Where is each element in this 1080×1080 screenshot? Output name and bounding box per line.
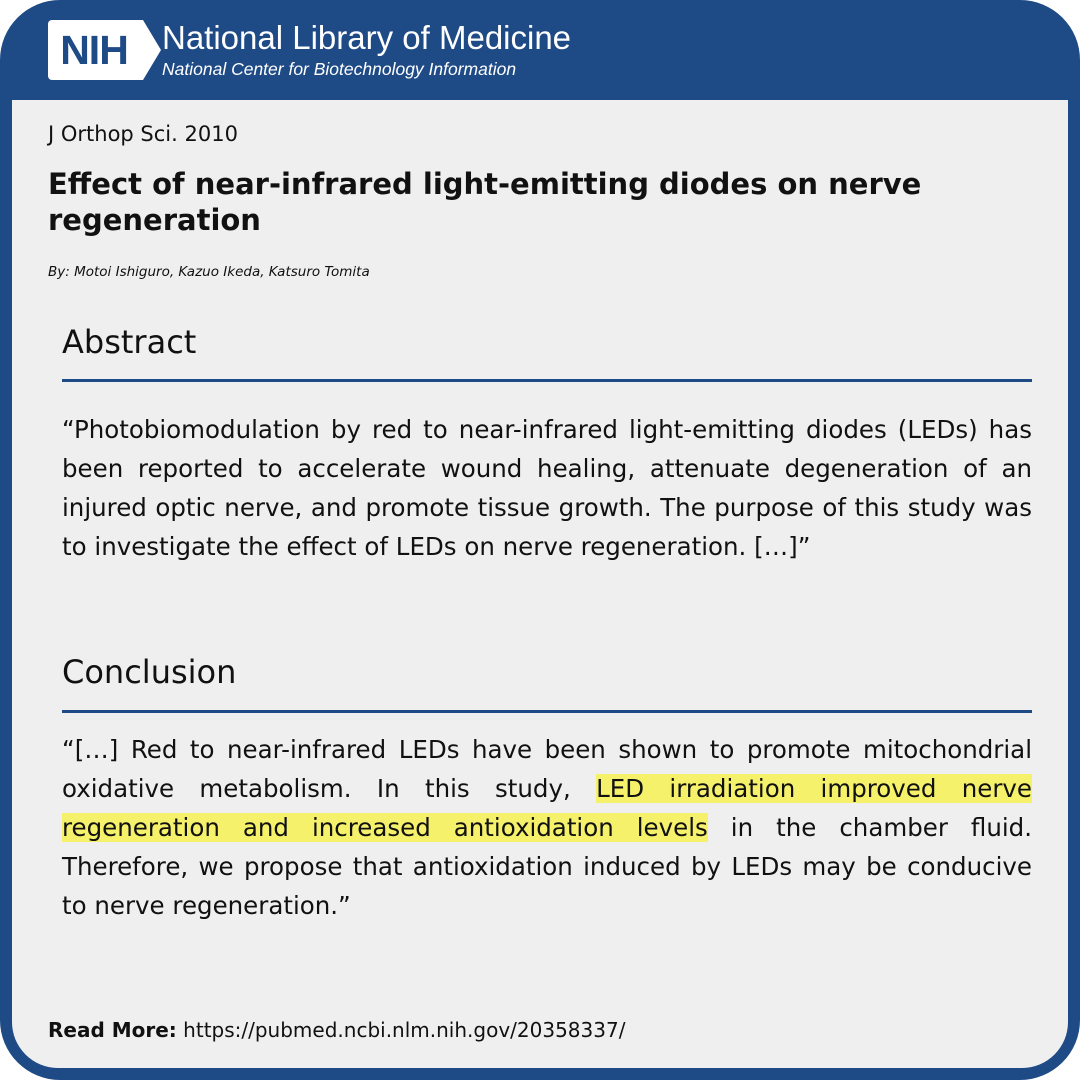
conclusion-text-after: in the chamber fluid. Therefore, we propose that antioxidation induced by LEDs may be conducive to nerve regeneration.” bbox=[62, 813, 1032, 920]
abstract-text: “Photobiomodulation by red to near-infrared light-emitting diodes (LEDs) has been reported to accelerate wound healing, attenuate degeneration of an injured optic nerve, and promote tissue growth. The purpose of this study was to investigate the effect of LEDs on nerve regeneration. […]” bbox=[62, 415, 1032, 561]
article-authors: By: Motoi Ishiguro, Kazuo Ikeda, Katsuro Tomita bbox=[48, 264, 370, 280]
conclusion-divider bbox=[62, 710, 1032, 713]
abstract-heading: Abstract bbox=[62, 323, 197, 361]
abstract-divider bbox=[62, 379, 1032, 382]
conclusion-highlight: LED irradiation improved nerve regeneration and increased antioxidation levels bbox=[62, 774, 1032, 842]
org-subtitle: National Center for Biotechnology Information bbox=[162, 59, 517, 79]
conclusion-text bbox=[62, 730, 1032, 925]
journal-citation: J Orthop Sci. 2010 bbox=[48, 122, 238, 146]
conclusion-text-before: “[…] Red to near-infrared LEDs have been shown to promote mitochondrial oxidative metabolism. In this study, bbox=[62, 735, 1032, 803]
read-more-label: Read More: bbox=[48, 1018, 177, 1042]
read-more bbox=[48, 1016, 625, 1044]
org-title: National Library of Medicine bbox=[162, 19, 572, 56]
nih-logo-chevron-icon bbox=[139, 20, 161, 80]
article-title: Effect of near-infrared light-emitting diodes on nerve regeneration bbox=[48, 167, 922, 237]
conclusion-heading: Conclusion bbox=[62, 653, 237, 691]
read-more-url[interactable]: https://pubmed.ncbi.nlm.nih.gov/20358337/ bbox=[183, 1018, 626, 1042]
nih-logo-text: NIH bbox=[60, 27, 128, 73]
